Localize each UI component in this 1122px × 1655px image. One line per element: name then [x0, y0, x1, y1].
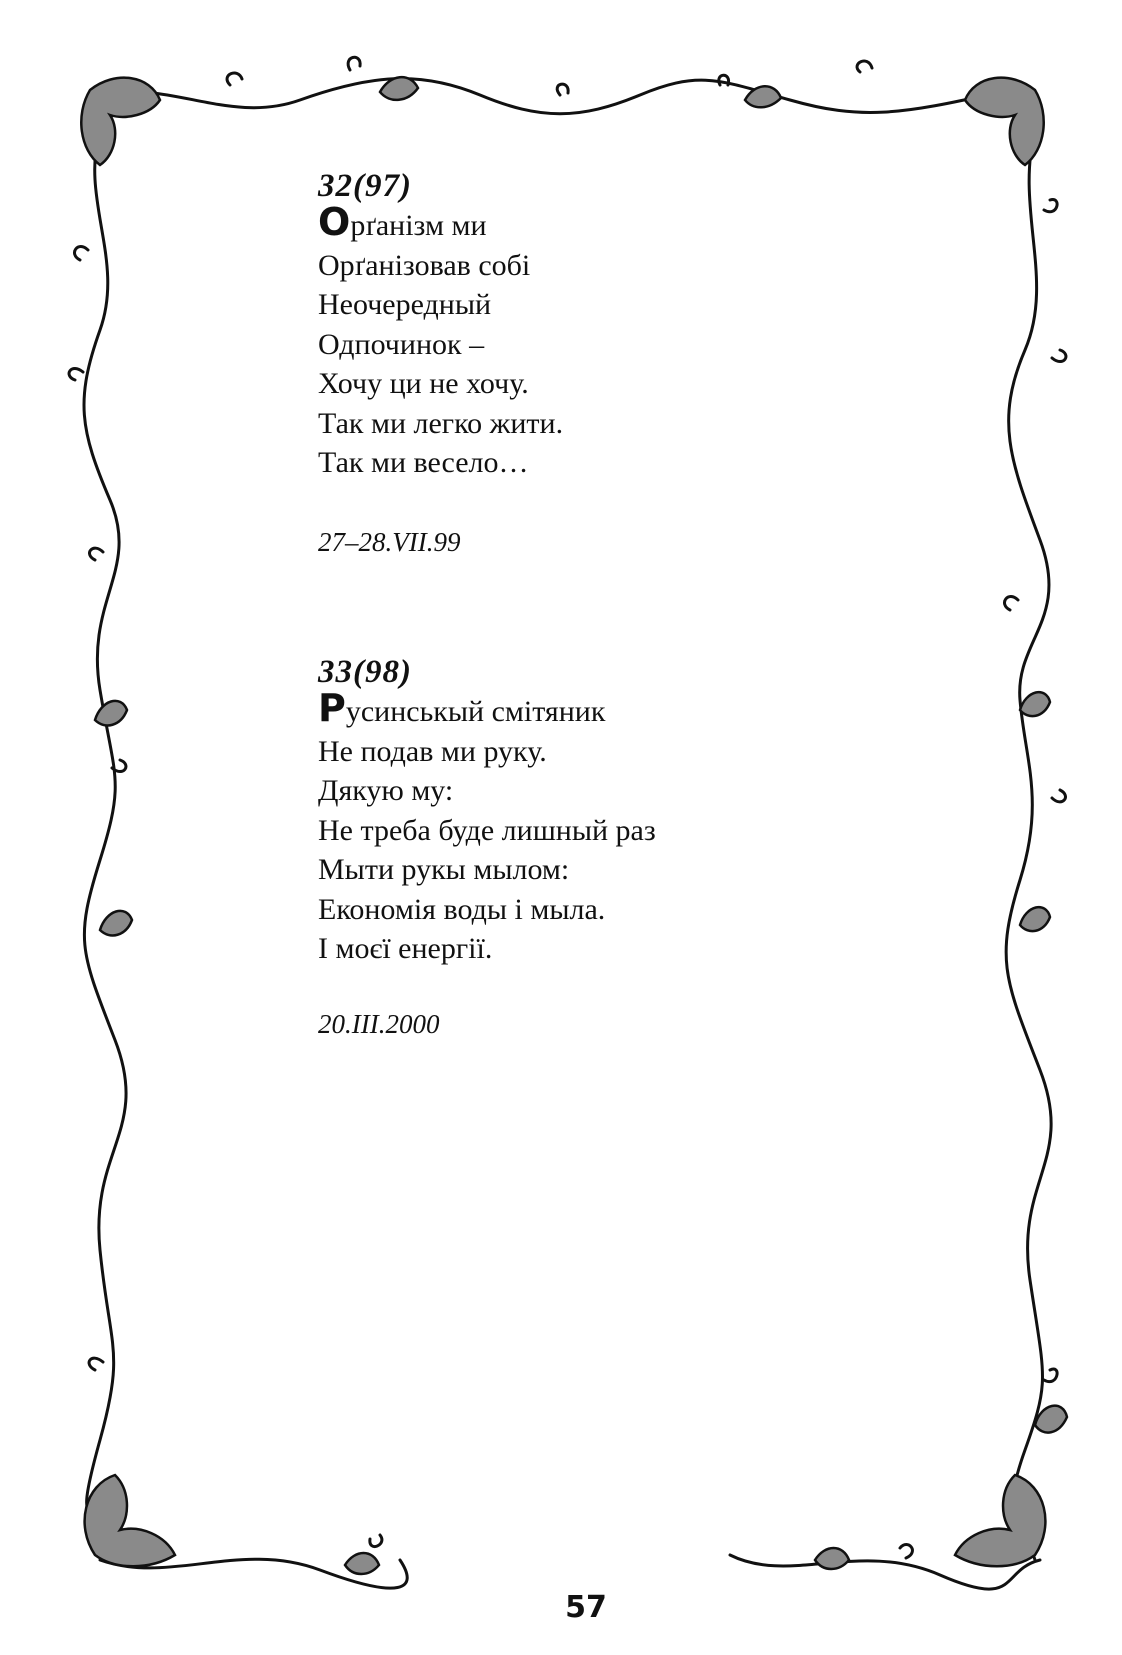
poem-date: 27–28.VII.99 [318, 526, 461, 557]
poem-date: 20.III.2000 [318, 1008, 440, 1039]
poem-first-line [318, 686, 656, 732]
first-line-text: усинськый смітяник [345, 695, 606, 728]
poem-line: Не треба буде лишный раз [318, 813, 656, 847]
first-line-text: рґанізм ми [350, 209, 487, 242]
poem-line: Економія воды і мыла. [318, 892, 606, 926]
poem-line: Мыти рукы мылом: [318, 853, 570, 886]
poem-number: 33(98) [318, 654, 412, 690]
poem-line: Неочередный [318, 288, 492, 321]
poem-line: Хочу ци не хочу. [318, 367, 529, 400]
poem-32 [318, 166, 563, 559]
poem-33 [318, 652, 656, 1041]
poem-number: 32(97) [318, 168, 412, 204]
poem-line: Одпочинок – [318, 327, 485, 361]
poem-line: І моєї енергії. [318, 932, 493, 965]
poem-text [318, 686, 656, 969]
drop-cap: Р [318, 686, 346, 730]
page-number: 57 [565, 1590, 607, 1625]
poem-text [318, 200, 564, 483]
poem-line: Дякую му: [318, 774, 454, 807]
poem-line: Так ми весело… [318, 446, 529, 479]
poem-line: Не подав ми руку. [318, 734, 547, 768]
poem-line: Орґанізовав собі [318, 248, 531, 282]
poem-line: Так ми легко жити. [318, 406, 564, 440]
poem-first-line [318, 200, 563, 246]
drop-cap: О [318, 200, 351, 244]
